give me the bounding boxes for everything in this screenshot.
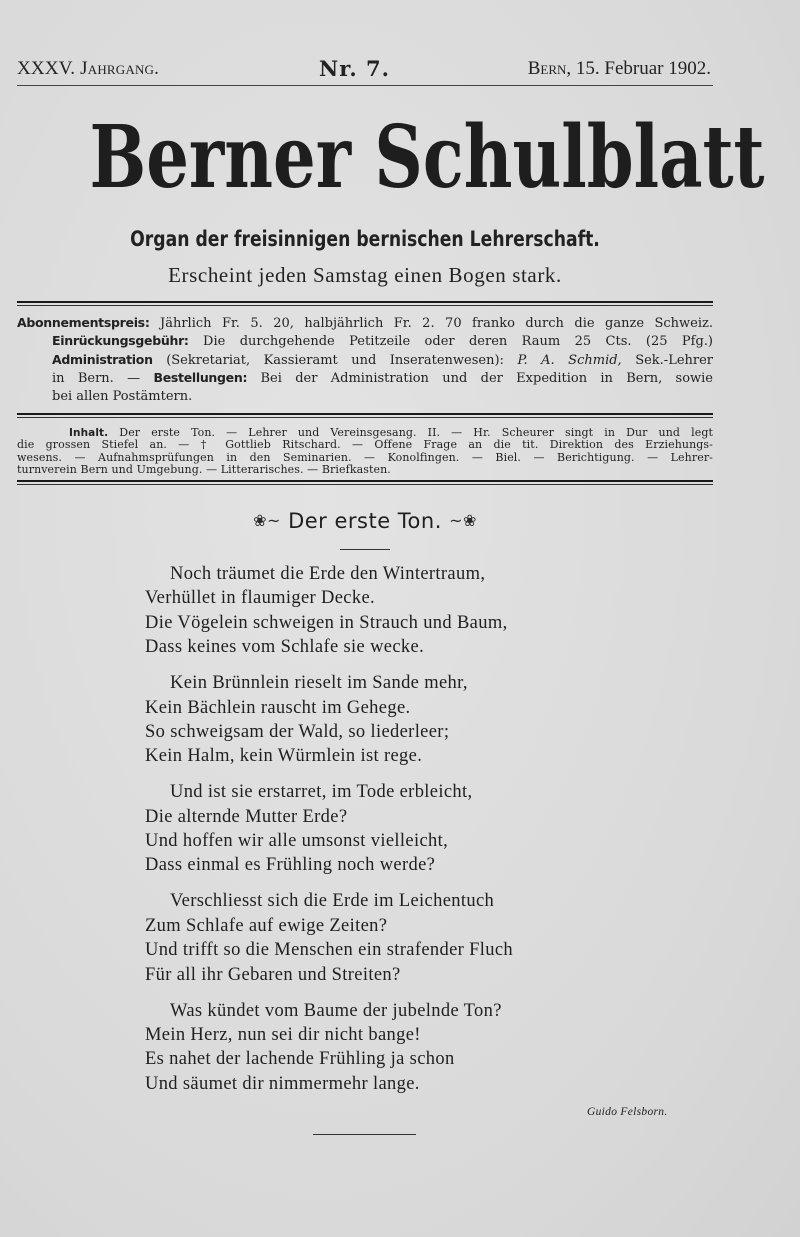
stanza: [145, 671, 513, 769]
verse: Kein Brünnlein rieselt im Sande mehr,: [170, 673, 468, 694]
orders-prefix: in Bern. —: [52, 371, 141, 387]
verse: Dass keines vom Schlafe sie wecke.: [145, 637, 425, 658]
poem-author: Guido Felsborn.: [587, 1106, 668, 1118]
publication-frequency: Erscheint jeden Samstag einen Bogen stark.: [168, 263, 562, 287]
volume-info: [17, 58, 159, 80]
verse: Und hoffen wir alle umsonst vielleicht,: [145, 831, 449, 852]
insertion-fee-line: [17, 332, 713, 350]
verse: Verhüllet in flaumiger Decke.: [145, 588, 376, 609]
verse: Es nahet der lachende Frühling ja schon: [145, 1049, 455, 1070]
subscription-info: [17, 314, 713, 405]
volume-number: XXXV.: [17, 58, 76, 79]
poem-title: [17, 509, 713, 533]
issue-header: [17, 58, 713, 84]
orders-label: Bestellungen:: [153, 370, 248, 386]
administration-text: (Sekretariat, Kassieramt und Inseratenwesen):: [166, 352, 504, 368]
verse: Und säumet dir nimmermehr lange.: [145, 1073, 420, 1094]
contents-line: turnverein Bern und Umgebung. — Litterarisches. — Briefkasten.: [17, 463, 391, 477]
contents-line: wesens. — Aufnahmsprüfungen in den Seminarien. — Konolfingen. — Biel. — Berichtigung. — Lehrer-: [17, 450, 713, 464]
orders-text: Bei der Administration und der Expedition in Bern, sowie: [260, 371, 714, 387]
verse: Mein Herz, nun sei dir nicht bange!: [145, 1024, 421, 1045]
administration-role: Sek.-Lehrer: [635, 352, 714, 368]
verse: Zum Schlafe auf ewige Zeiten?: [145, 915, 388, 936]
ornament-right-icon: ~❀: [449, 511, 477, 530]
poem-body: [145, 562, 513, 1108]
stanza: [145, 999, 513, 1097]
subscription-price-text: Jährlich Fr. 5. 20, halbjährlich Fr. 2. 70 franko durch die ganze Schweiz.: [160, 316, 713, 331]
verse: Die Vögelein schweigen in Strauch und Baum,: [145, 612, 508, 633]
title-rule: [340, 549, 390, 550]
post-offices-line: bei allen Postämtern.: [52, 388, 193, 404]
administration-line: [17, 351, 713, 369]
stanza: [145, 562, 513, 660]
insertion-fee-text: Die durchgehende Petitzeile oder deren Raum 25 Cts. (25 Pfg.): [203, 334, 713, 350]
contents-label: Inhalt.: [69, 427, 109, 439]
verse: Und ist sie erstarret, im Tode erbleicht,: [170, 782, 473, 803]
stanza: [145, 889, 513, 987]
verse: Verschliesst sich die Erde im Leichentuch: [170, 891, 495, 912]
verse: Noch träumet die Erde den Wintertraum,: [170, 564, 486, 584]
verse: So schweigsam der Wald, so liederleer;: [145, 721, 450, 742]
issue-number: Nr. 7.: [319, 56, 390, 81]
masthead-subtitle: Organ der freisinnigen bernischen Lehrerschaft.: [130, 227, 600, 251]
subscription-price-label: Abonnementspreis:: [17, 315, 150, 330]
administration-label: Administration: [52, 351, 153, 367]
masthead-divider: [17, 301, 713, 306]
date-text: , 15. Februar 1902.: [566, 58, 711, 79]
verse: Was kündet vom Baume der jubelnde Ton?: [170, 1000, 502, 1021]
verse: Kein Halm, kein Würmlein ist rege.: [145, 746, 423, 767]
verse: Und trifft so die Menschen ein strafender Fluch: [145, 940, 514, 961]
table-of-contents: [17, 427, 713, 477]
verse: Kein Bächlein rauscht im Gehege.: [145, 697, 411, 718]
place: Bern: [527, 58, 567, 79]
poem-title-text: Der erste Ton.: [288, 509, 442, 533]
masthead-title: Berner Schulblatt: [89, 107, 765, 208]
administration-person: P. A. Schmid,: [517, 352, 622, 368]
contents-text: Der erste Ton. — Lehrer und Vereinsgesang. II. — Hr. Scheurer singt in Dur und legt: [119, 426, 713, 439]
orders-line: [17, 369, 713, 387]
insertion-fee-label: Einrückungsgebühr:: [52, 333, 189, 349]
verse: Die alternde Mutter Erde?: [145, 806, 348, 827]
volume-label: Jahrgang.: [80, 58, 160, 79]
subscription-price-line: [17, 314, 713, 332]
contents-line: die grossen Stiefel an. — † Gottlieb Ritschard. — Offene Frage an die tit. Direktion des Erziehungs-: [17, 438, 713, 452]
end-rule: [313, 1134, 416, 1135]
issue-date: [528, 58, 711, 80]
subscription-divider: [17, 413, 713, 418]
verse: Dass einmal es Frühling noch werde?: [145, 855, 436, 876]
verse: Für all ihr Gebaren und Streiten?: [145, 964, 401, 985]
stanza: [145, 780, 513, 878]
ornament-left-icon: ❀~: [253, 511, 281, 530]
header-rule: [17, 85, 713, 86]
contents-divider: [17, 480, 713, 485]
